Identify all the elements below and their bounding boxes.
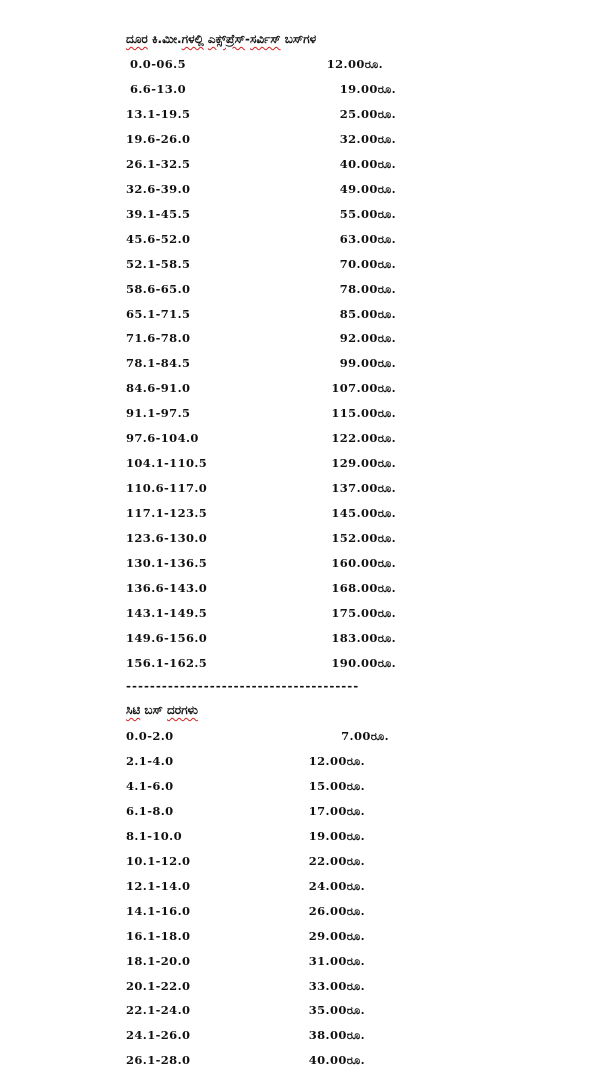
- distance-range: 130.1-136.5: [126, 556, 208, 570]
- fare-row: [0, 157, 600, 177]
- distance-range: 0.0-06.5: [130, 57, 186, 71]
- distance-range: 143.1-149.5: [126, 605, 208, 620]
- distance-range: 2.1-4.0: [126, 753, 174, 768]
- fare-amount: 129.00ರೂ.: [331, 456, 396, 471]
- distance-range: 0.0-2.0: [126, 729, 174, 743]
- distance-range: 8.1-10.0: [126, 828, 182, 843]
- fare-row: [0, 904, 600, 924]
- heading-word-city: ಸಿಟಿ: [126, 703, 141, 717]
- distance-range: 84.6-91.0: [126, 381, 191, 396]
- fare-amount: 19.00ರೂ.: [308, 828, 365, 843]
- heading-word-km: ಕಿ.ಮೀ.: [147, 32, 182, 46]
- fare-amount: 115.00ರೂ.: [331, 406, 396, 421]
- fare-amount: 49.00ರೂ.: [339, 181, 396, 196]
- distance-range: 16.1-18.0: [126, 928, 191, 943]
- city-fare-heading: [126, 703, 198, 718]
- fare-amount: 175.00ರೂ.: [331, 605, 396, 620]
- fare-amount: 26.00ರೂ.: [308, 903, 365, 918]
- fare-row: [0, 879, 600, 899]
- fare-row: [0, 207, 600, 227]
- fare-amount: 40.00ರೂ.: [339, 156, 396, 171]
- fare-amount: 190.00ರೂ.: [331, 655, 396, 670]
- fare-row: [0, 606, 600, 626]
- fare-amount: 22.00ರೂ.: [308, 853, 365, 868]
- distance-range: 6.1-8.0: [126, 803, 174, 818]
- fare-amount: 24.00ರೂ.: [308, 878, 365, 893]
- fare-row: [0, 1003, 600, 1023]
- fare-amount: 122.00ರೂ.: [331, 431, 396, 446]
- distance-range: 58.6-65.0: [126, 281, 191, 296]
- distance-range: 26.1-28.0: [126, 1053, 191, 1068]
- fare-amount: 35.00ರೂ.: [308, 1003, 365, 1018]
- fare-amount: 40.00ರೂ.: [308, 1053, 365, 1068]
- fare-amount: 78.00ರೂ.: [339, 281, 396, 296]
- distance-range: 136.6-143.0: [126, 580, 208, 595]
- fare-amount: 17.00ರೂ.: [308, 803, 365, 818]
- distance-range: 91.1-97.5: [126, 406, 191, 421]
- distance-range: 26.1-32.5: [126, 156, 191, 171]
- fare-row: [0, 257, 600, 277]
- fare-amount: 12.00ರೂ.: [326, 57, 383, 71]
- fare-row: [0, 1028, 600, 1048]
- heading-word-service: ಸರ್ವಿಸ್: [249, 32, 281, 46]
- distance-range: 10.1-12.0: [126, 853, 191, 868]
- fare-amount: 19.00ರೂ.: [339, 81, 396, 96]
- distance-range: 71.6-78.0: [126, 331, 191, 346]
- distance-range: 24.1-26.0: [126, 1028, 191, 1043]
- fare-amount: 33.00ರೂ.: [308, 978, 365, 993]
- distance-range: 6.6-13.0: [130, 81, 186, 96]
- fare-row: [0, 381, 600, 401]
- fare-row: [0, 132, 600, 152]
- fare-amount: 168.00ರೂ.: [331, 580, 396, 595]
- fare-row: [0, 631, 600, 651]
- distance-range: 52.1-58.5: [126, 256, 191, 271]
- fare-amount: 70.00ರೂ.: [339, 256, 396, 271]
- fare-row: [0, 581, 600, 601]
- distance-range: 13.1-19.5: [126, 106, 191, 121]
- fare-amount: 15.00ರೂ.: [308, 778, 365, 793]
- fare-amount: 137.00ರೂ.: [331, 481, 396, 496]
- distance-range: 32.6-39.0: [126, 181, 191, 196]
- fare-row: [0, 829, 600, 849]
- fare-amount: 160.00ರೂ.: [331, 556, 396, 570]
- express-fare-heading: [126, 32, 316, 47]
- fare-amount: 25.00ರೂ.: [339, 106, 396, 121]
- fare-row: [0, 779, 600, 799]
- distance-range: 156.1-162.5: [126, 655, 208, 670]
- distance-range: 18.1-20.0: [126, 953, 191, 968]
- fare-amount: 29.00ರೂ.: [308, 928, 365, 943]
- distance-range: 149.6-156.0: [126, 630, 208, 645]
- fare-row: [0, 307, 600, 327]
- fare-amount: 55.00ರೂ.: [339, 206, 396, 221]
- distance-range: 65.1-71.5: [126, 306, 191, 321]
- fare-row: [0, 57, 600, 77]
- fare-amount: 92.00ರೂ.: [339, 331, 396, 346]
- fare-row: [0, 754, 600, 774]
- distance-range: 22.1-24.0: [126, 1003, 191, 1018]
- fare-amount: 107.00ರೂ.: [331, 381, 396, 396]
- fare-row: [0, 729, 600, 749]
- distance-range: 78.1-84.5: [126, 356, 191, 371]
- fare-row: [0, 431, 600, 451]
- heading-word-in: ಗಳಲ್ಲಿ: [181, 32, 204, 46]
- heading-word-fares: ದರಗಳು: [166, 703, 198, 717]
- distance-range: 45.6-52.0: [126, 231, 191, 246]
- distance-range: 20.1-22.0: [126, 978, 191, 993]
- fare-row: [0, 804, 600, 824]
- fare-row: [0, 954, 600, 974]
- fare-row: [0, 481, 600, 501]
- fare-amount: 32.00ರೂ.: [339, 131, 396, 146]
- fare-amount: 31.00ರೂ.: [308, 953, 365, 968]
- fare-row: [0, 331, 600, 351]
- fare-row: [0, 1053, 600, 1073]
- fare-row: [0, 107, 600, 127]
- fare-row: [0, 456, 600, 476]
- fare-amount: 145.00ರೂ.: [331, 506, 396, 521]
- heading-word-buses: ಬಸ್‌ಗಳ: [280, 32, 317, 46]
- distance-range: 19.6-26.0: [126, 131, 191, 146]
- section-divider: ---------------------------------------: [126, 679, 360, 693]
- distance-range: 12.1-14.0: [126, 878, 191, 893]
- distance-range: 97.6-104.0: [126, 431, 199, 446]
- distance-range: 14.1-16.0: [126, 903, 191, 918]
- fare-row: [0, 929, 600, 949]
- fare-row: [0, 182, 600, 202]
- fare-row: [0, 656, 600, 676]
- fare-row: [0, 506, 600, 526]
- fare-amount: 38.00ರೂ.: [308, 1028, 365, 1043]
- distance-range: 110.6-117.0: [126, 481, 208, 496]
- heading-hyphen: -: [245, 32, 250, 46]
- fare-amount: 7.00ರೂ.: [341, 729, 389, 743]
- fare-row: [0, 82, 600, 102]
- fare-row: [0, 854, 600, 874]
- distance-range: 39.1-45.5: [126, 206, 191, 221]
- distance-range: 104.1-110.5: [126, 456, 208, 471]
- heading-word-distance: ದೂರ: [126, 32, 148, 46]
- distance-range: 123.6-130.0: [126, 531, 208, 546]
- fare-row: [0, 556, 600, 576]
- fare-amount: 183.00ರೂ.: [331, 630, 396, 645]
- fare-row: [0, 282, 600, 302]
- fare-amount: 85.00ರೂ.: [339, 306, 396, 321]
- heading-word-bus: ಬಸ್: [140, 703, 167, 717]
- distance-range: 117.1-123.5: [126, 506, 208, 521]
- distance-range: 4.1-6.0: [126, 778, 174, 793]
- fare-row: [0, 531, 600, 551]
- fare-amount: 152.00ರೂ.: [331, 531, 396, 546]
- fare-amount: 99.00ರೂ.: [339, 356, 396, 371]
- heading-word-express: ಎಕ್ಸ್‌ಪ್ರೆಸ್: [207, 32, 245, 46]
- fare-row: [0, 356, 600, 376]
- fare-row: [0, 406, 600, 426]
- fare-row: [0, 232, 600, 252]
- fare-amount: 63.00ರೂ.: [339, 231, 396, 246]
- fare-amount: 12.00ರೂ.: [308, 753, 365, 768]
- fare-row: [0, 979, 600, 999]
